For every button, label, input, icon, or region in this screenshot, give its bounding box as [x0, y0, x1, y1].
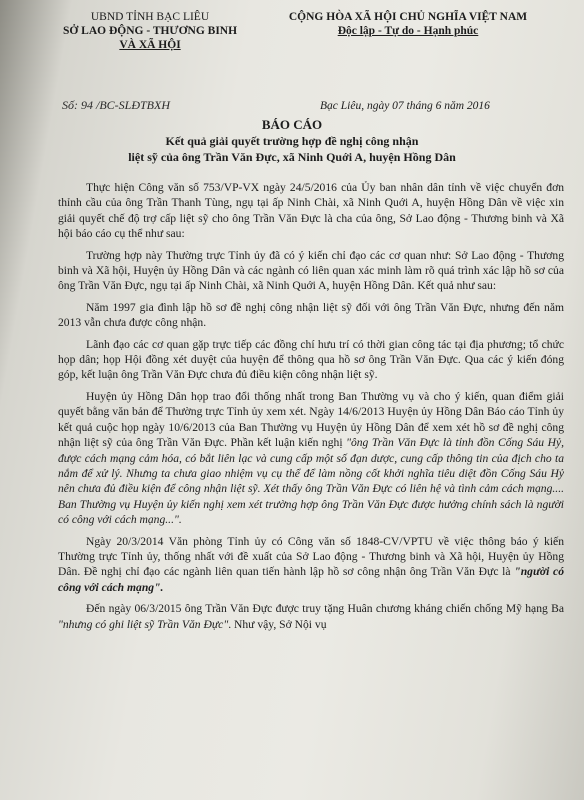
header-agency-parent: UBND TỈNH BẠC LIÊU: [90, 11, 210, 23]
header-motto-text: Độc lập - Tự do - Hạnh phúc: [337, 25, 479, 37]
paragraph-7-tail: . Như vậy, Sở Nội vụ: [228, 617, 327, 631]
report-subtitle-line1: Kết quả giải quyết trường hợp đề nghị công nhận: [165, 134, 419, 148]
report-title: BÁO CÁO: [261, 117, 323, 132]
document-header: [0, 8, 584, 118]
paragraph-7: [58, 601, 564, 632]
document-number: Số: 94 /BC-SLĐTBXH: [62, 98, 170, 112]
header-agency-name-line2: [60, 38, 240, 52]
document-date: Bạc Liêu, ngày 07 tháng 6 năm 2016: [320, 100, 490, 112]
report-subtitle-line2: liệt sỹ của ông Trần Văn Đực, xã Ninh Quới A, huyện Hồng Dân: [128, 150, 456, 164]
paragraph-4: Lãnh đạo các cơ quan gặp trực tiếp các đồng chí hưu trí có thời gian công tác tại địa phương; tổ chức họp dân; họp Hội đồng xét duyệt của huyện để thông qua hồ sơ ông Trần Văn Đực. Qua các ý kiến đóng góp, kết luận ông Trần Văn Đực chưa đủ điều kiện công nhận liệt sỹ.: [58, 337, 564, 382]
paragraph-1: Thực hiện Công văn số 753/VP-VX ngày 24/5/2016 của Ủy ban nhân dân tỉnh về việc chuyển đơn thỉnh cầu của ông Trần Thanh Tùng, ngụ tại ấp Ninh Chài, xã Ninh Quới A, huyện Hồng Dân về việc xin giải quyết chế độ trợ cấp liệt sỹ cho ông Trần Văn Đực là cha của ông, Sở Lao động - Thương binh và Xã hội báo cáo cụ thể như sau:: [58, 181, 564, 241]
header-agency-name-line2-text: VÀ XÃ HỘI: [119, 39, 181, 51]
paragraph-5-text: Huyện ủy Hồng Dân họp trao đổi thống nhất trong Ban Thường vụ và cho ý kiến, quan điểm giải quyết bằng văn bản để Thường trực Tỉnh ủy xem xét. Ngày 14/6/2013 Huyện ủy Hồng Dân Báo cáo Tỉnh ủy kết quả cuộc họp ngày 10/6/2013 của Ban Thường vụ Huyện ủy Hồng Dân để xem xét hồ sơ đề nghị công nhận liệt sỹ của ông Trần Văn Đực. Phần kết luận kiến nghị: [58, 389, 564, 450]
report-body: [58, 180, 564, 638]
header-national-title: CỘNG HÒA XÃ HỘI CHỦ NGHĨA VIỆT NAM: [288, 11, 528, 23]
paragraph-5-quote: "ông Trần Văn Đực là tỉnh đồn Cống Sáu Hỷ, được cách mạng cảm hóa, có bắt liên lạc và cung cấp một số đạn dược, cung cấp thông tin của địch cho ta nắm để xử lý. Nhưng ta chưa giao nhiệm vụ cụ thể để làm nồng cốt khởi nghĩa tiêu diệt đồn Cống Sáu Hỷ nên chưa đủ điều kiện để công nhận liệt sỹ. Xét thấy ông Trần Văn Đực có liên hệ và tình cảm cách mạng.... Ban Thường vụ Huyện ủy kiến nghị xem xét trường hợp ông Trần Văn Đực được hưởng chính sách là người có công với cách mạng...".: [58, 436, 564, 527]
header-agency-name-line1: SỞ LAO ĐỘNG - THƯƠNG BINH: [62, 25, 238, 37]
paragraph-6-quote: "người có công với cách mạng".: [58, 565, 564, 594]
paragraph-7-text: Đến ngày 06/3/2015 ông Trần Văn Đực được truy tặng Huân chương kháng chiến chống Mỹ hạng Ba: [86, 602, 564, 616]
paragraph-6: [58, 534, 564, 596]
paragraph-2: Trường hợp này Thường trực Tỉnh ủy đã có ý kiến chỉ đạo các cơ quan như: Sở Lao động - Thương binh và Xã hội, Huyện ủy Hồng Dân và các ngành có liên quan xác minh làm rõ quá trình xác lập hồ sơ của ông Trần Văn Đực, ngụ tại ấp Ninh Chài, xã Ninh Quới A, huyện Hồng Dân. Kết quả như sau:: [58, 248, 564, 293]
header-motto: [258, 24, 558, 38]
paragraph-5: [58, 389, 564, 528]
paragraph-6-text: Ngày 20/3/2014 Văn phòng Tỉnh ủy có Công văn số 1848-CV/VPTU về việc thông báo ý kiến Thường trực Tỉnh ủy, thống nhất với đề xuất của Sở Lao động - Thương binh và Xã hội, Huyện ủy Hồng Dân. Đề nghị chỉ đạo các ngành liên quan tiến hành lập hồ sơ công nhận ông Trần Văn Đực là: [58, 534, 564, 579]
paragraph-3: Năm 1997 gia đình lập hồ sơ đề nghị công nhận liệt sỹ đối với ông Trần Văn Đực, nhưng đến năm 2013 vẫn chưa được công nhận.: [58, 300, 564, 330]
paragraph-7-quote: "nhưng có ghi liệt sỹ Trần Văn Đực": [58, 617, 229, 631]
